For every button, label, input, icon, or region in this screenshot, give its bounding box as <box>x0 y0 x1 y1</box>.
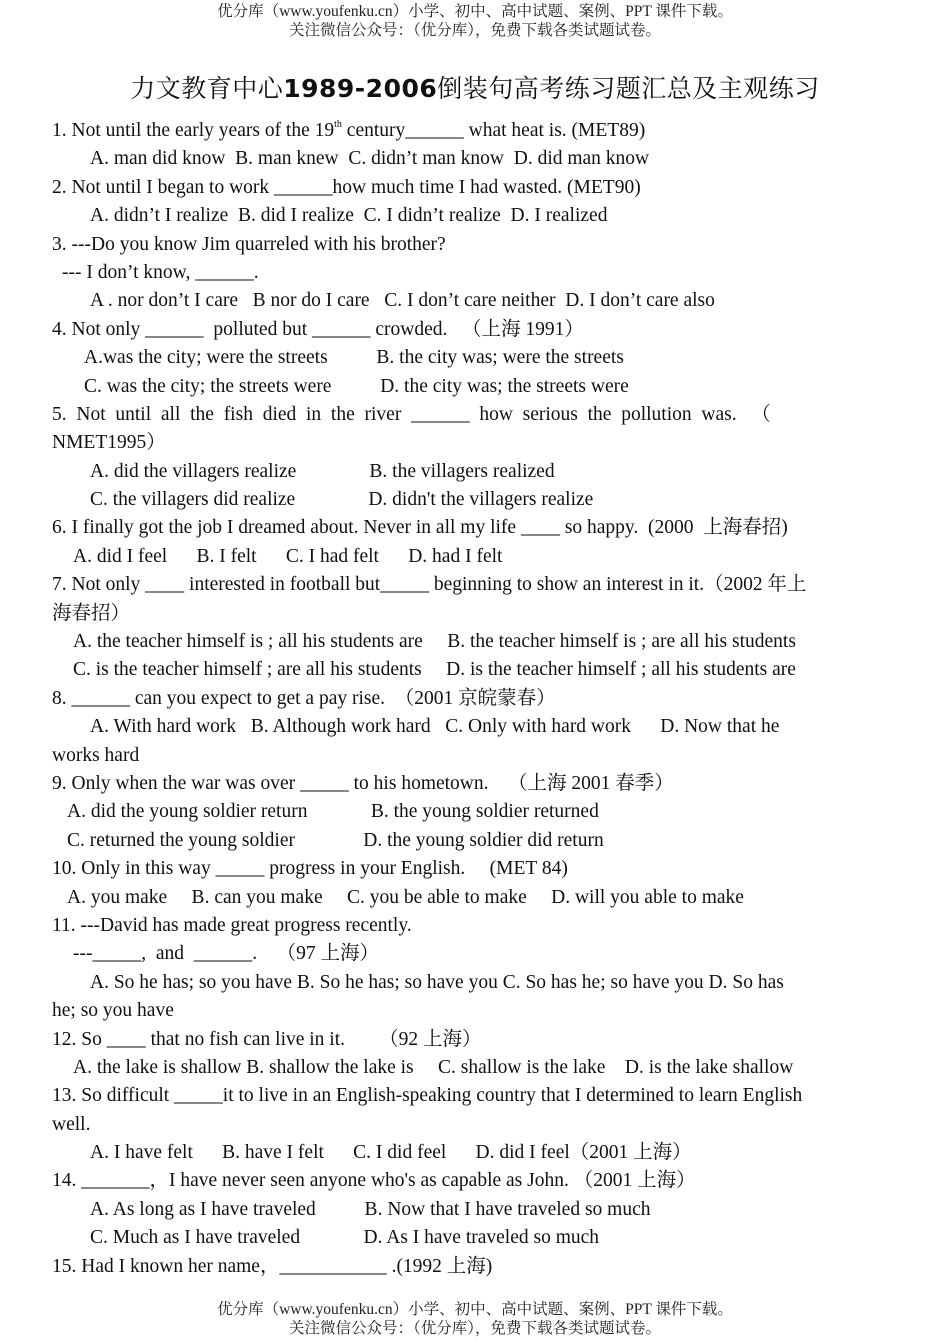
question-3-stem: 3. ---Do you know Jim quarreled with his brother? <box>52 233 446 255</box>
question-1-stem: 1. Not until the early years of the 19th century______ what heat is. (MET89) <box>52 119 646 141</box>
question-13-stem: 13. So difficult _____it to live in an English-speaking country that I determined to learn English <box>52 1085 803 1107</box>
question-14-stem: 14. _______，I have never seen anyone who's as capable as John. （2001 上海） <box>52 1170 696 1192</box>
question-12-options: A. the lake is shallow B. shallow the lake is C. shallow is the lake D. is the lake shallow <box>73 1056 794 1078</box>
question-3-stem-2: --- I don’t know, ______. <box>62 261 259 283</box>
question-13-options: A. I have felt B. have I felt C. I did feel D. did I feel（2001 上海） <box>90 1142 692 1164</box>
question-11-options-1: A. So he has; so you have B. So he has; so have you C. So has he; so have you D. So has <box>90 971 784 993</box>
header-line-2: 关注微信公众号：（优分库），免费下载各类试题试卷。 <box>288 22 661 39</box>
question-4-options-1: A.was the city; were the streets B. the city was; were the streets <box>84 347 624 369</box>
question-9-options-1: A. did the young soldier return B. the young soldier returned <box>67 801 599 823</box>
question-7-options-1: A. the teacher himself is ; all his students are B. the teacher himself is ; are all his students <box>73 631 796 653</box>
question-8-options-2: works hard <box>52 744 140 766</box>
question-1-options: A. man did know B. man knew C. didn’t man know D. did man know <box>90 148 650 170</box>
question-12-stem: 12. So ____ that no fish can live in it. （92 上海） <box>52 1028 482 1050</box>
question-14-options-2: C. Much as I have traveled D. As I have traveled so much <box>90 1227 600 1249</box>
question-11-stem: 11. ---David has made great progress recently. <box>52 914 412 936</box>
question-6-stem: 6. I finally got the job I dreamed about. Never in all my life ____ so happy. (2000 上海春招) <box>52 517 788 539</box>
question-7-stem-2: 海春招） <box>52 602 131 624</box>
question-5-options-1: A. did the villagers realize B. the villagers realized <box>90 460 555 482</box>
question-13-stem-2: well. <box>52 1113 91 1135</box>
question-7-stem: 7. Not only ____ interested in football but_____ beginning to show an interest in it.（2002 年上 <box>52 574 807 596</box>
question-4-options-2: C. was the city; the streets were D. the city was; the streets were <box>84 375 629 397</box>
question-8-options-1: A. With hard work B. Although work hard C. Only with hard work D. Now that he <box>90 716 780 738</box>
question-5-stem-2: NMET1995） <box>52 432 166 454</box>
header-line-1: 优分库（www.youfenku.cn）小学、初中、高中试题、案例、PPT 课件下载。 <box>217 3 733 20</box>
page-header <box>0 2 950 40</box>
question-14-options-1: A. As long as I have traveled B. Now that I have traveled so much <box>90 1198 651 1220</box>
question-7-options-2: C. is the teacher himself ; are all his students D. is the teacher himself ; all his students are <box>73 659 796 681</box>
page-title <box>0 72 950 107</box>
question-4-stem: 4. Not only ______ polluted but ______ crowded. （上海 1991） <box>52 318 584 340</box>
question-9-stem: 9. Only when the war was over _____ to his hometown. （上海 2001 春季） <box>52 772 674 794</box>
question-10-stem: 10. Only in this way _____ progress in your English. (MET 84) <box>52 858 568 880</box>
footer-line-2: 关注微信公众号：（优分库），免费下载各类试题试卷。 <box>288 1320 661 1337</box>
title-years: 1989-2006 <box>283 74 438 103</box>
question-5-options-2: C. the villagers did realize D. didn't the villagers realize <box>90 489 594 511</box>
question-9-options-2: C. returned the young soldier D. the young soldier did return <box>67 829 604 851</box>
title-prefix: 力文教育中心 <box>130 76 284 103</box>
superscript-th: th <box>334 119 342 130</box>
question-11-stem-2: ---_____, and ______. （97 上海） <box>73 943 380 965</box>
title-suffix: 倒装句高考练习题汇总及主观练习 <box>437 76 820 103</box>
question-8-stem: 8. ______ can you expect to get a pay rise. （2001 京皖蒙春） <box>52 687 556 709</box>
question-5-stem: 5. Not until all the fish died in the river ______ how serious the pollution was. （ <box>52 403 771 425</box>
question-15-stem: 15. Had I known her name，___________ .(1992 上海) <box>52 1255 493 1277</box>
question-list <box>52 117 896 1281</box>
question-2-stem: 2. Not until I began to work ______how much time I had wasted. (MET90) <box>52 176 641 198</box>
page-footer <box>0 1300 950 1338</box>
question-2-options: A. didn’t I realize B. did I realize C. I didn’t realize D. I realized <box>90 205 608 227</box>
footer-line-1: 优分库（www.youfenku.cn）小学、初中、高中试题、案例、PPT 课件下载。 <box>217 1301 733 1318</box>
question-6-options: A. did I feel B. I felt C. I had felt D. had I felt <box>73 545 503 567</box>
question-10-options: A. you make B. can you make C. you be able to make D. will you able to make <box>67 886 744 908</box>
question-11-options-2: he; so you have <box>52 1000 174 1022</box>
question-3-options: A . nor don’t I care B nor do I care C. I don’t care neither D. I don’t care also <box>90 290 715 312</box>
